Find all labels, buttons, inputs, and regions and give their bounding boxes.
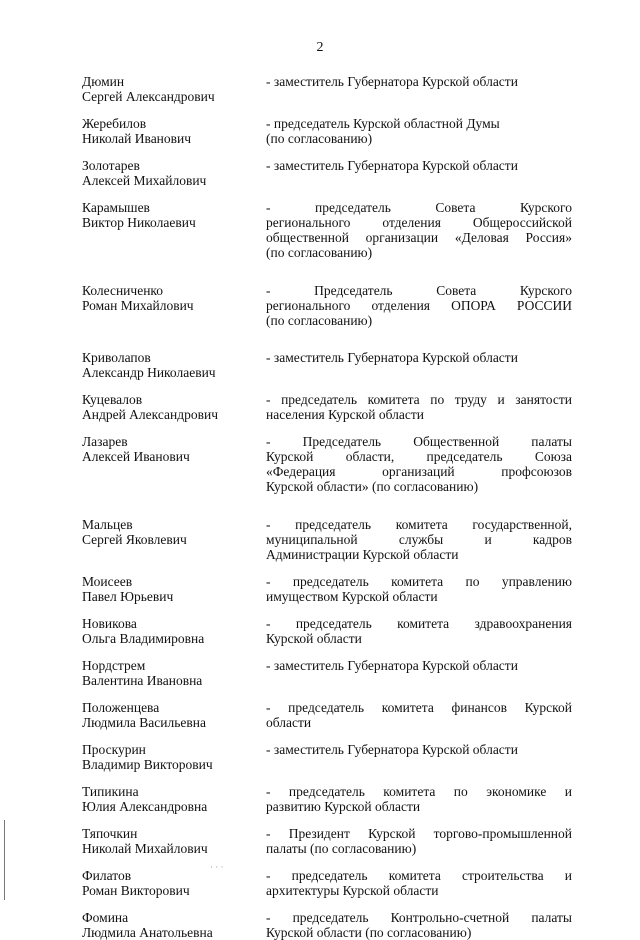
member-surname: Колесниченко: [82, 283, 164, 298]
member-position: [266, 826, 572, 856]
member-list: [82, 62, 572, 940]
member-name: [82, 742, 266, 772]
member-position-line: - председатель комитета государственной,: [266, 517, 572, 532]
member-surname: Тяпочкин: [82, 826, 138, 841]
member-entry: [82, 826, 572, 856]
member-surname: Карамышев: [82, 200, 150, 215]
member-position-line: - Председатель Совета Курского: [266, 283, 572, 298]
member-position-line: Курской области» (по согласованию): [266, 479, 479, 494]
member-position-line: общественной организации «Деловая Россия»: [266, 230, 572, 245]
member-name: [82, 784, 266, 814]
member-surname: Золотарев: [82, 158, 140, 173]
member-position: [266, 350, 572, 380]
member-position-line: - заместитель Губернатора Курской области: [266, 158, 518, 173]
member-position: [266, 616, 572, 646]
member-entry: [82, 784, 572, 814]
member-entry: [82, 434, 572, 494]
member-given-names: Ольга Владимировна: [82, 631, 205, 646]
member-position-line: Курской области: [266, 631, 362, 646]
member-entry: [82, 700, 572, 730]
member-surname: Криволапов: [82, 350, 151, 365]
member-given-names: Алексей Михайлович: [82, 173, 207, 188]
member-surname: Куцевалов: [82, 392, 143, 407]
member-position: [266, 742, 572, 772]
member-name: [82, 616, 266, 646]
member-position: [266, 158, 572, 188]
member-position-line: Курской области, председатель Союза: [266, 449, 572, 464]
member-name: [82, 868, 266, 898]
member-entry: [82, 574, 572, 604]
member-surname: Фомина: [82, 910, 129, 925]
member-position: [266, 700, 572, 730]
member-given-names: Николай Михайлович: [82, 841, 208, 856]
member-position-line: муниципальной службы и кадров: [266, 532, 572, 547]
scan-edge-line: [4, 820, 5, 900]
member-position: [266, 910, 572, 940]
member-surname: Дюмин: [82, 74, 125, 89]
member-surname: Жеребилов: [82, 116, 147, 131]
member-name: [82, 74, 266, 104]
member-entry: [82, 158, 572, 188]
member-position-line: развитию Курской области: [266, 799, 421, 814]
member-given-names: Александр Николаевич: [82, 365, 216, 380]
member-name: [82, 658, 266, 688]
member-given-names: Людмила Анатольевна: [82, 925, 213, 940]
member-entry: [82, 116, 572, 146]
member-position: [266, 784, 572, 814]
member-position-line: - председатель Курской областной Думы: [266, 116, 500, 131]
member-position-line: палаты (по согласованию): [266, 841, 417, 856]
scan-artifact-dots: · · ·: [210, 862, 224, 872]
member-position-line: - председатель Совета Курского: [266, 200, 572, 215]
member-position-line: области: [266, 715, 312, 730]
member-position-line: «Федерация организаций профсоюзов: [266, 464, 572, 479]
member-given-names: Андрей Александрович: [82, 407, 219, 422]
member-position-line: - председатель Контрольно-счетной палаты: [266, 910, 572, 925]
member-position-line: имуществом Курской области: [266, 589, 438, 604]
member-entry: [82, 517, 572, 562]
member-surname: Филатов: [82, 868, 132, 883]
member-position-line: (по согласованию): [266, 245, 373, 260]
member-position-line: регионального отделения Общероссийской: [266, 215, 572, 230]
member-position-line: - заместитель Губернатора Курской области: [266, 74, 518, 89]
member-given-names: Роман Викторович: [82, 883, 190, 898]
member-entry: [82, 74, 572, 104]
member-position: [266, 200, 572, 260]
member-entry: [82, 392, 572, 422]
member-surname: Новикова: [82, 616, 137, 631]
member-given-names: Владимир Викторович: [82, 757, 213, 772]
member-name: [82, 517, 266, 562]
member-position-line: (по согласованию): [266, 131, 373, 146]
member-given-names: Павел Юрьевич: [82, 589, 174, 604]
member-entry: [82, 283, 572, 328]
member-name: [82, 283, 266, 328]
member-entry: [82, 350, 572, 380]
member-surname: Мальцев: [82, 517, 133, 532]
page-number: 2: [316, 40, 324, 55]
member-given-names: Николай Иванович: [82, 131, 192, 146]
member-name: [82, 158, 266, 188]
member-name: [82, 910, 266, 940]
member-given-names: Юлия Александровна: [82, 799, 208, 814]
member-position-line: - заместитель Губернатора Курской области: [266, 658, 518, 673]
member-position: [266, 517, 572, 562]
member-name: [82, 350, 266, 380]
member-surname: Лазарев: [82, 434, 128, 449]
member-given-names: Роман Михайлович: [82, 298, 194, 313]
member-position-line: Администрации Курской области: [266, 547, 459, 562]
member-position-line: - председатель комитета по экономике и: [266, 784, 572, 799]
member-given-names: Сергей Александрович: [82, 89, 215, 104]
member-position: [266, 658, 572, 688]
member-position: [266, 574, 572, 604]
member-surname: Моисеев: [82, 574, 133, 589]
member-position-line: - заместитель Губернатора Курской области: [266, 350, 518, 365]
member-position-line: - председатель комитета строительства и: [266, 868, 572, 883]
member-given-names: Людмила Васильевна: [82, 715, 206, 730]
member-position: [266, 283, 572, 328]
member-position: [266, 868, 572, 898]
member-name: [82, 826, 266, 856]
member-given-names: Валентина Ивановна: [82, 673, 203, 688]
member-surname: Нордстрем: [82, 658, 146, 673]
member-position-line: - Председатель Общественной палаты: [266, 434, 572, 449]
member-position: [266, 74, 572, 104]
member-surname: Положенцева: [82, 700, 160, 715]
member-entry: [82, 200, 572, 260]
member-name: [82, 116, 266, 146]
member-name: [82, 700, 266, 730]
member-surname: Проскурин: [82, 742, 146, 757]
member-position-line: - председатель комитета здравоохранения: [266, 616, 572, 631]
member-position-line: - заместитель Губернатора Курской области: [266, 742, 518, 757]
member-position: [266, 116, 572, 146]
member-entry: [82, 868, 572, 898]
member-position-line: - председатель комитета по управлению: [266, 574, 572, 589]
member-entry: [82, 742, 572, 772]
member-position: [266, 434, 572, 494]
member-entry: [82, 910, 572, 940]
member-entry: [82, 616, 572, 646]
member-position: [266, 392, 572, 422]
member-surname: Типикина: [82, 784, 139, 799]
member-name: [82, 200, 266, 260]
member-name: [82, 392, 266, 422]
member-position-line: - Президент Курской торгово-промышленной: [266, 826, 572, 841]
member-position-line: (по согласованию): [266, 313, 373, 328]
member-position-line: Курской области (по согласованию): [266, 925, 472, 940]
member-position-line: регионального отделения ОПОРА РОССИИ: [266, 298, 572, 313]
member-entry: [82, 658, 572, 688]
member-name: [82, 434, 266, 494]
member-given-names: Сергей Яковлевич: [82, 532, 187, 547]
member-name: [82, 574, 266, 604]
member-given-names: Алексей Иванович: [82, 449, 190, 464]
member-given-names: Виктор Николаевич: [82, 215, 196, 230]
member-position-line: архитектуры Курской области: [266, 883, 439, 898]
member-position-line: - председатель комитета финансов Курской: [266, 700, 572, 715]
member-position-line: - председатель комитета по труду и занятости: [266, 392, 572, 407]
member-position-line: населения Курской области: [266, 407, 424, 422]
